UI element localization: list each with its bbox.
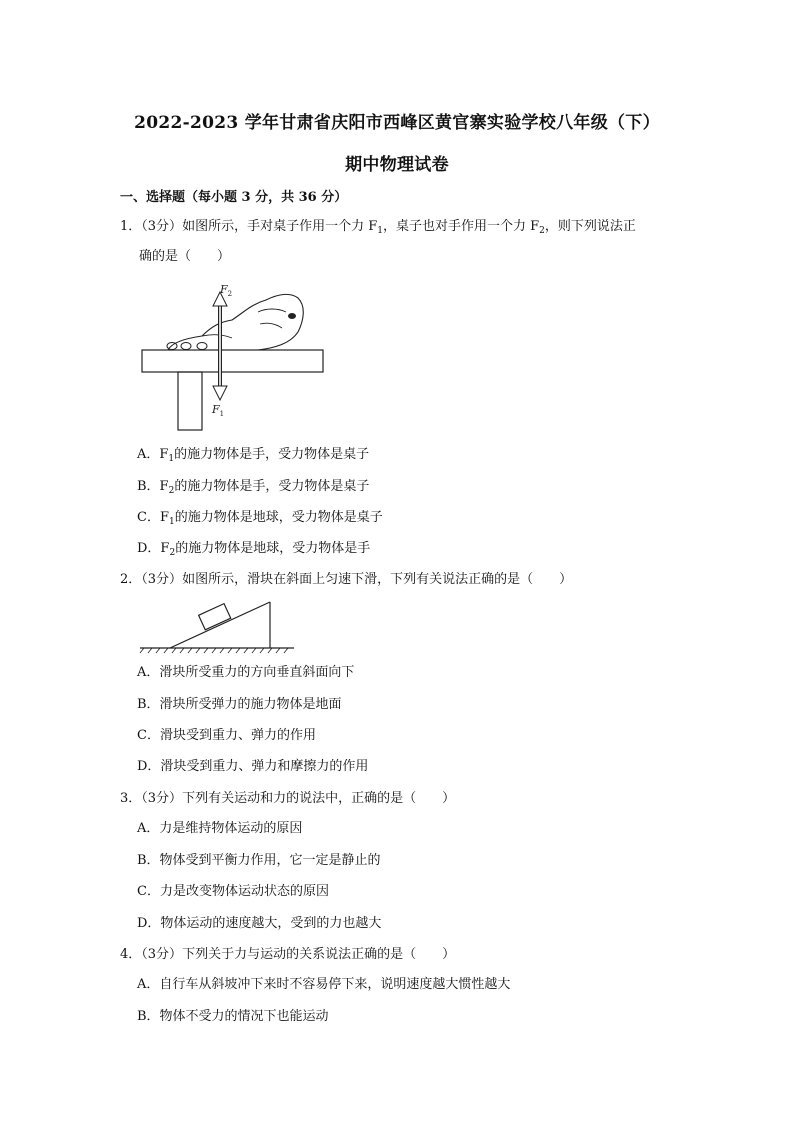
incline-figure xyxy=(140,598,300,658)
table-top xyxy=(142,350,323,372)
question-3 xyxy=(120,790,455,808)
question-text: ，桌子也对手作用一个力 F xyxy=(382,219,540,234)
q2-option-d[interactable]: D．滑块受到重力、弹力和摩擦力的作用 xyxy=(137,759,369,774)
question-text: 下列有关运动和力的说法中，正确的是（ ） xyxy=(182,791,456,806)
question-score: （3分） xyxy=(141,572,183,587)
question-number: 2． xyxy=(120,572,142,587)
hand-drawing xyxy=(168,294,303,350)
hand-table-figure xyxy=(140,282,330,434)
question-1-continued: 确的是（ ） xyxy=(139,249,231,264)
q1-option-b[interactable]: B．$F_2$的施力物体是手，受力物体是桌子 xyxy=(137,479,370,496)
question-text: 如图所示，滑块在斜面上匀速下滑，下列有关说法正确的是（ ） xyxy=(182,572,573,587)
question-2 xyxy=(120,571,572,589)
q2-option-c[interactable]: C．滑块受到重力、弹力的作用 xyxy=(137,728,316,743)
q3-option-a[interactable]: A．力是维持物体运动的原因 xyxy=(137,821,303,836)
question-1 xyxy=(120,218,636,236)
q1-option-c[interactable]: C．$F_1$的施力物体是地球，受力物体是桌子 xyxy=(137,510,383,527)
question-score: （3分） xyxy=(141,791,183,806)
q1-option-a[interactable]: A．$F_1$的施力物体是手，受力物体是桌子 xyxy=(137,447,370,464)
question-score: （3分） xyxy=(141,947,183,962)
exam-title-line1: 2022-2023 学年甘肃省庆阳市西峰区黄官寨实验学校八年级（下） xyxy=(134,113,660,133)
q4-option-b[interactable]: B．物体不受力的情况下也能运动 xyxy=(137,1009,329,1024)
q2-option-a[interactable]: A．滑块所受重力的方向垂直斜面向下 xyxy=(137,665,355,680)
q2-option-b[interactable]: B．滑块所受弹力的施力物体是地面 xyxy=(137,697,342,712)
q4-option-a[interactable]: A．自行车从斜坡冲下来时不容易停下来，说明速度越大惯性越大 xyxy=(137,977,511,992)
label-f1: $F_1$ xyxy=(212,403,225,418)
sliding-block xyxy=(199,604,231,630)
ground-hatching xyxy=(140,648,288,653)
q3-option-c[interactable]: C．力是改变物体运动状态的原因 xyxy=(137,884,329,899)
subscript: 2 xyxy=(539,226,545,236)
question-text: 下列关于力与运动的关系说法正确的是（ ） xyxy=(182,947,456,962)
q3-option-b[interactable]: B．物体受到平衡力作用，它一定是静止的 xyxy=(137,853,381,868)
table-leg xyxy=(178,372,202,430)
label-f2: $F_2$ xyxy=(220,283,233,298)
q3-option-d[interactable]: D．物体运动的速度越大，受到的力也越大 xyxy=(137,916,382,931)
question-text: ，则下列说法正 xyxy=(544,219,636,234)
arrow-down xyxy=(213,386,227,400)
question-number: 1． xyxy=(120,219,142,234)
fingertip xyxy=(197,343,207,350)
question-number: 3． xyxy=(120,791,142,806)
question-score: （3分） xyxy=(141,219,183,234)
question-text: 如图所示，手对桌子作用一个力 F xyxy=(182,219,378,234)
fingertip xyxy=(181,343,191,350)
q1-option-d[interactable]: D．$F_2$的施力物体是地球，受力物体是手 xyxy=(137,541,371,558)
subscript: 1 xyxy=(377,226,383,236)
section-heading: 一、选择题（每小题 3 分，共 36 分） xyxy=(120,190,348,205)
question-4 xyxy=(120,946,455,964)
question-number: 4． xyxy=(120,947,142,962)
exam-title-line2: 期中物理试卷 xyxy=(345,155,449,175)
